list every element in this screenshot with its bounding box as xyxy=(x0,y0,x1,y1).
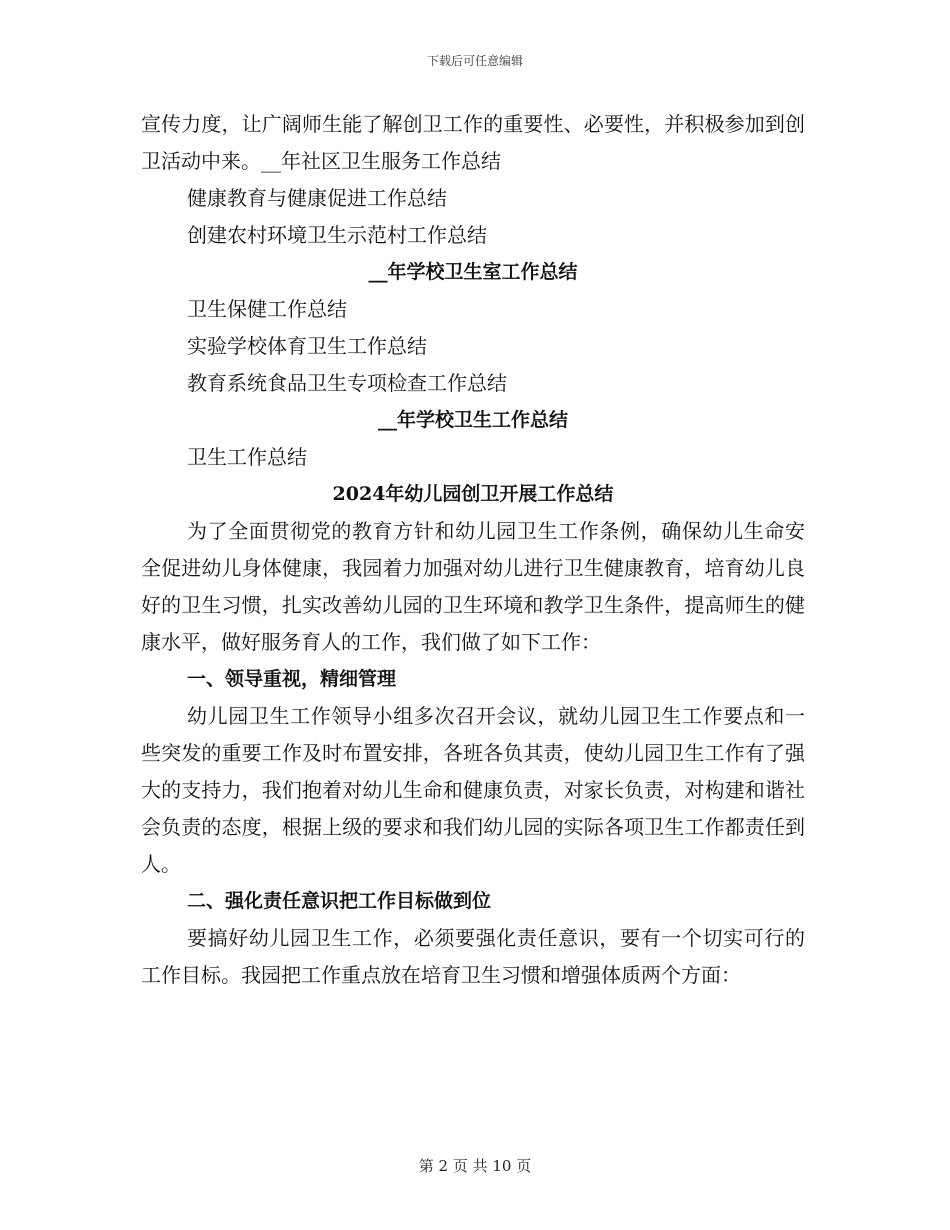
list-item-rural-sanitation: 创建农村环境卫生示范村工作总结 xyxy=(187,223,487,247)
section-heading-1: 一、领导重视，精细管理 xyxy=(187,668,397,690)
paragraph-continuation: 宣传力度，让广阔师生能了解创卫工作的重要性、必要性，并积极参加到创卫活动中来。__年社区卫生服务工作总结 xyxy=(141,112,805,173)
paragraph-intro: 为了全面贯彻党的教育方针和幼儿园卫生工作条例，确保幼儿生命安全促进幼儿身体健康，我园着力加强对幼儿进行卫生健康教育，培育幼儿良好的卫生习惯，扎实改善幼儿园的卫生环境和教学卫生条件，提高师生的健康水平，做好服务育人的工作，我们做了如下工作： xyxy=(141,519,805,654)
page-header-note: 下载后可任意编辑 xyxy=(426,54,523,68)
list-item-sanitation-work: 卫生工作总结 xyxy=(187,445,307,469)
list-item-experimental-school: 实验学校体育卫生工作总结 xyxy=(187,334,427,358)
heading-school-clinic-summary: __年学校卫生室工作总结 xyxy=(368,261,578,283)
document-body xyxy=(141,106,805,994)
heading-school-sanitation-summary: __年学校卫生工作总结 xyxy=(377,409,568,431)
paragraph-section-2: 要搞好幼儿园卫生工作，必须要强化责任意识，要有一个切实可行的工作目标。我园把工作重点放在培育卫生习惯和增强体质两个方面： xyxy=(141,926,805,987)
list-item-health-care: 卫生保健工作总结 xyxy=(187,297,347,321)
document-title: 2024年幼儿园创卫开展工作总结 xyxy=(332,483,614,505)
section-heading-2: 二、强化责任意识把工作目标做到位 xyxy=(187,890,492,912)
list-item-health-education: 健康教育与健康促进工作总结 xyxy=(187,186,447,210)
paragraph-section-1: 幼儿园卫生工作领导小组多次召开会议，就幼儿园卫生工作要点和一些突发的重要工作及时布置安排，各班各负其责，使幼儿园卫生工作有了强大的支持力，我们抱着对幼儿生命和健康负责，对家长负责，对构建和谐社会负责的态度，根据上级的要求和我们幼儿园的实际各项卫生工作都责任到人。 xyxy=(141,704,805,876)
list-item-food-inspection: 教育系统食品卫生专项检查工作总结 xyxy=(187,371,507,395)
page-footer-number: 第 2 页 共 10 页 xyxy=(418,1157,532,1175)
